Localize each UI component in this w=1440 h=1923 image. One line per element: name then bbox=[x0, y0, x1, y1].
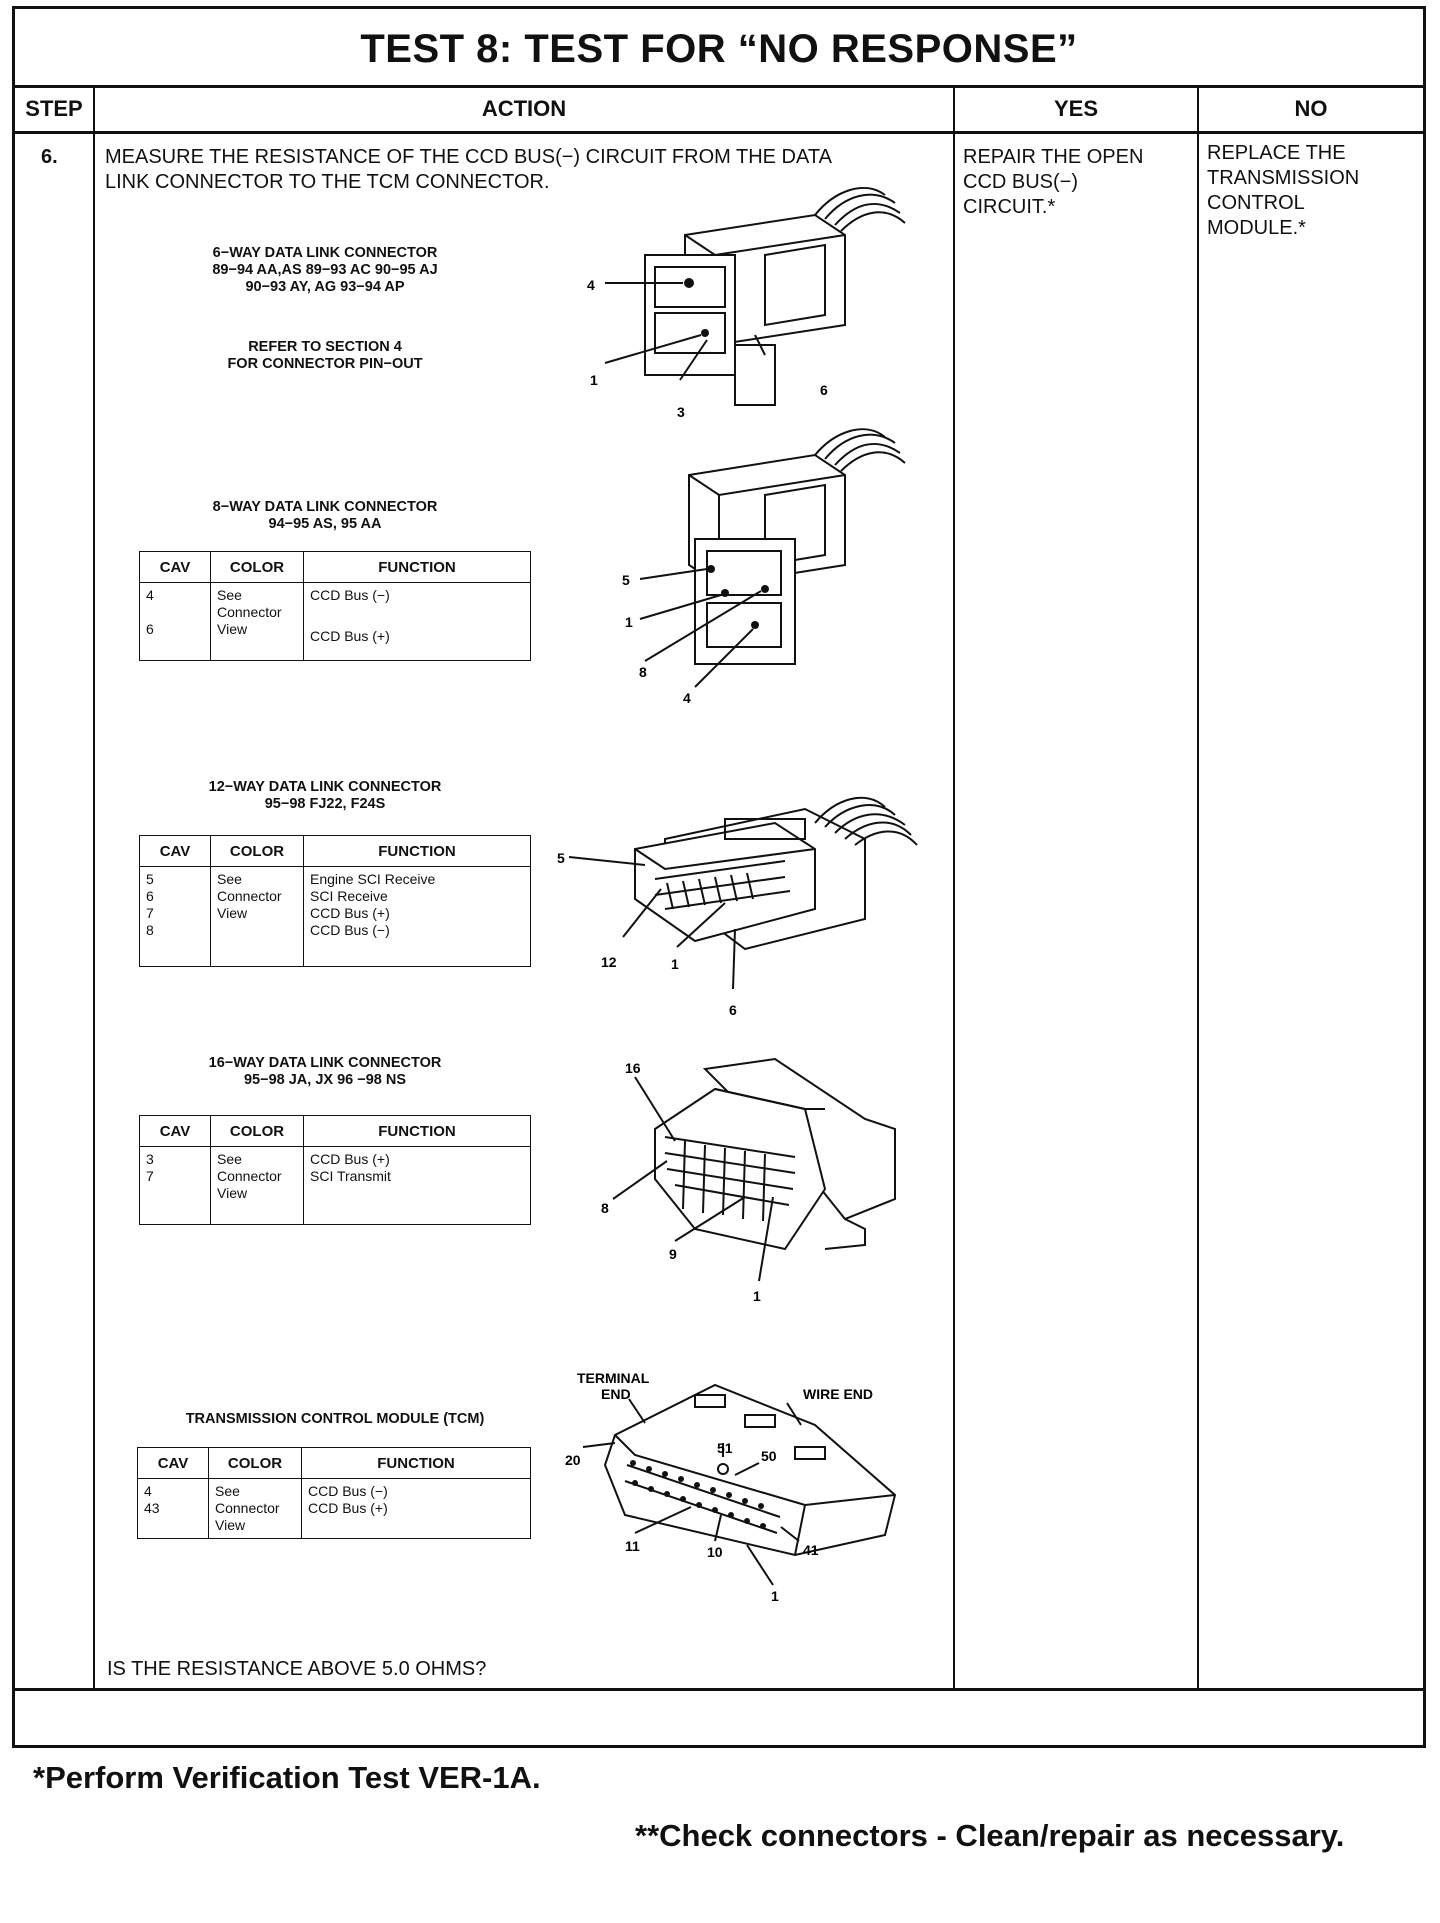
tcm-label-terminal: TERMINAL bbox=[577, 1370, 650, 1386]
tcm-label-terminal-end: END bbox=[601, 1386, 631, 1402]
c6-note-line: REFER TO SECTION 4 bbox=[248, 339, 402, 355]
c6-title-line: 6−WAY DATA LINK CONNECTOR bbox=[212, 245, 438, 261]
function-value: SCI Transmit bbox=[310, 1168, 391, 1184]
no-text bbox=[1207, 141, 1359, 241]
c8-title bbox=[155, 499, 495, 533]
function-value: CCD Bus (+) bbox=[310, 628, 390, 644]
c8-pin-label: 8 bbox=[639, 664, 647, 680]
color-cell bbox=[209, 1479, 302, 1539]
c16-title-line: 16−WAY DATA LINK CONNECTOR bbox=[208, 1055, 442, 1071]
cav-value: 7 bbox=[146, 1168, 154, 1184]
function-value: CCD Bus (+) bbox=[310, 905, 390, 921]
cav-cell bbox=[140, 583, 211, 661]
th-function: FUNCTION bbox=[304, 552, 531, 583]
color-value: Connector bbox=[215, 1500, 280, 1516]
c6-pin-label: 4 bbox=[587, 277, 595, 293]
cav-value: 3 bbox=[146, 1151, 154, 1167]
c16-pin-label: 16 bbox=[625, 1060, 641, 1076]
th-function: FUNCTION bbox=[302, 1448, 531, 1479]
c16-pin-label: 1 bbox=[753, 1288, 761, 1304]
c8-connector-drawing bbox=[615, 439, 915, 706]
cav-cell bbox=[140, 867, 211, 967]
no-line: MODULE.* bbox=[1207, 217, 1306, 239]
th-function: FUNCTION bbox=[304, 836, 531, 867]
c6-pin-label: 6 bbox=[820, 382, 828, 398]
c6-pin-label: 1 bbox=[590, 372, 598, 388]
c12-table bbox=[139, 835, 531, 967]
tcm-table bbox=[137, 1447, 531, 1539]
c6-note-line: FOR CONNECTOR PIN−OUT bbox=[227, 356, 423, 372]
function-cell bbox=[304, 1147, 531, 1225]
no-line: TRANSMISSION bbox=[1207, 167, 1360, 189]
c16-title-line: 95−98 JA, JX 96 −98 NS bbox=[243, 1072, 407, 1088]
cav-value: 6 bbox=[146, 621, 154, 637]
color-value: See bbox=[215, 1483, 240, 1499]
function-cell bbox=[304, 583, 531, 661]
c6-note bbox=[155, 339, 495, 373]
c6-title-line: 90−93 AY, AG 93−94 AP bbox=[245, 279, 405, 295]
header-step: STEP bbox=[15, 87, 93, 134]
cav-value: 43 bbox=[144, 1500, 160, 1516]
tcm-pin-label: 20 bbox=[565, 1452, 581, 1468]
action-line-1: MEASURE THE RESISTANCE OF THE CCD BUS(−) CIRCUIT FROM THE DATA bbox=[105, 146, 832, 168]
yes-line: CCD BUS(−) bbox=[963, 171, 1079, 193]
footer bbox=[15, 1688, 1423, 1853]
th-color: COLOR bbox=[211, 836, 304, 867]
th-color: COLOR bbox=[211, 552, 304, 583]
th-cav: CAV bbox=[138, 1448, 209, 1479]
function-value: CCD Bus (−) bbox=[308, 1483, 388, 1499]
action-line-2: LINK CONNECTOR TO THE TCM CONNECTOR. bbox=[105, 171, 550, 193]
c12-pin-label: 5 bbox=[557, 850, 565, 866]
cav-value: 4 bbox=[146, 587, 154, 603]
c12-pin-label: 1 bbox=[671, 956, 679, 972]
tcm-pin-label: 50 bbox=[761, 1448, 777, 1464]
footer-connector-note: **Check connectors - Clean/repair as necessary. bbox=[635, 1818, 1345, 1853]
color-cell bbox=[211, 583, 304, 661]
tcm-pin-label: 11 bbox=[625, 1538, 640, 1554]
cav-value: 4 bbox=[144, 1483, 152, 1499]
cav-cell bbox=[138, 1479, 209, 1539]
c12-pin-label: 6 bbox=[729, 1002, 737, 1018]
header-action: ACTION bbox=[95, 87, 953, 134]
c6-connector-drawing bbox=[587, 195, 915, 425]
divider-action bbox=[953, 87, 955, 1688]
c12-title bbox=[155, 779, 495, 813]
th-cav: CAV bbox=[140, 836, 211, 867]
c12-title-line: 12−WAY DATA LINK CONNECTOR bbox=[208, 779, 442, 795]
color-value: View bbox=[217, 621, 248, 637]
color-value: See bbox=[217, 1151, 242, 1167]
yes-line: CIRCUIT.* bbox=[963, 196, 1056, 218]
color-value: View bbox=[217, 1185, 248, 1201]
c16-pin-label: 8 bbox=[601, 1200, 609, 1216]
tcm-title bbox=[145, 1411, 525, 1428]
no-line: CONTROL bbox=[1207, 192, 1305, 214]
c6-pin-label: 3 bbox=[677, 404, 685, 420]
header-no: NO bbox=[1199, 87, 1423, 134]
tcm-pin-label: 51 bbox=[717, 1440, 733, 1456]
c16-pin-label: 9 bbox=[669, 1246, 677, 1262]
th-cav: CAV bbox=[140, 552, 211, 583]
yes-text bbox=[963, 145, 1143, 220]
question-text: IS THE RESISTANCE ABOVE 5.0 OHMS? bbox=[107, 1658, 487, 1680]
c8-title-line: 94−95 AS, 95 AA bbox=[268, 516, 382, 532]
color-value: See bbox=[217, 587, 242, 603]
tcm-pin-label: 41 bbox=[803, 1542, 819, 1558]
test-sheet bbox=[12, 6, 1426, 1853]
divider-step bbox=[93, 87, 95, 1688]
color-value: Connector bbox=[217, 1168, 282, 1184]
c8-pin-label: 1 bbox=[625, 614, 633, 630]
c12-pin-label: 12 bbox=[601, 954, 617, 970]
th-color: COLOR bbox=[209, 1448, 302, 1479]
c8-title-line: 8−WAY DATA LINK CONNECTOR bbox=[212, 499, 438, 515]
color-value: See bbox=[217, 871, 242, 887]
c16-table bbox=[139, 1115, 531, 1225]
cav-value: 7 bbox=[146, 905, 154, 921]
th-cav: CAV bbox=[140, 1116, 211, 1147]
header-yes: YES bbox=[955, 87, 1197, 134]
yes-line: REPAIR THE OPEN bbox=[963, 146, 1144, 168]
th-function: FUNCTION bbox=[304, 1116, 531, 1147]
function-value: CCD Bus (−) bbox=[310, 587, 390, 603]
c6-title bbox=[155, 245, 495, 296]
cav-value: 6 bbox=[146, 888, 154, 904]
color-value: View bbox=[217, 905, 248, 921]
color-cell bbox=[211, 1147, 304, 1225]
function-value: CCD Bus (+) bbox=[310, 1151, 390, 1167]
cav-value: 5 bbox=[146, 871, 154, 887]
color-value: Connector bbox=[217, 604, 282, 620]
function-value: CCD Bus (+) bbox=[308, 1500, 388, 1516]
color-value: View bbox=[215, 1517, 246, 1533]
c6-title-line: 89−94 AA,AS 89−93 AC 90−95 AJ bbox=[212, 262, 438, 278]
tcm-title-line: TRANSMISSION CONTROL MODULE (TCM) bbox=[185, 1411, 485, 1427]
function-cell bbox=[302, 1479, 531, 1539]
no-line: REPLACE THE bbox=[1207, 142, 1346, 164]
tcm-pin-label: 10 bbox=[707, 1544, 723, 1560]
action-text bbox=[105, 145, 832, 195]
c8-pin-label: 5 bbox=[622, 572, 630, 588]
footer-verification-note: *Perform Verification Test VER-1A. bbox=[33, 1760, 541, 1795]
c16-connector-drawing bbox=[601, 1049, 905, 1309]
step-number: 6. bbox=[41, 146, 58, 168]
divider-yes bbox=[1197, 87, 1199, 1688]
c12-connector-drawing bbox=[557, 779, 935, 1019]
c12-title-line: 95−98 FJ22, F24S bbox=[264, 796, 386, 812]
c8-table bbox=[139, 551, 531, 661]
c8-pin-label: 4 bbox=[683, 690, 691, 706]
tcm-pin-label: 1 bbox=[771, 1588, 779, 1604]
function-value: Engine SCI Receive bbox=[310, 871, 436, 887]
color-value: Connector bbox=[217, 888, 282, 904]
cav-value: 8 bbox=[146, 922, 154, 938]
page-title: TEST 8: TEST FOR “NO RESPONSE” bbox=[15, 9, 1423, 88]
c16-title bbox=[155, 1055, 495, 1089]
function-value: CCD Bus (−) bbox=[310, 922, 390, 938]
function-cell bbox=[304, 867, 531, 967]
color-cell bbox=[211, 867, 304, 967]
cav-cell bbox=[140, 1147, 211, 1225]
tcm-connector-drawing bbox=[555, 1365, 935, 1605]
th-color: COLOR bbox=[211, 1116, 304, 1147]
function-value: SCI Receive bbox=[310, 888, 388, 904]
tcm-label-wire-end: WIRE END bbox=[803, 1386, 873, 1402]
